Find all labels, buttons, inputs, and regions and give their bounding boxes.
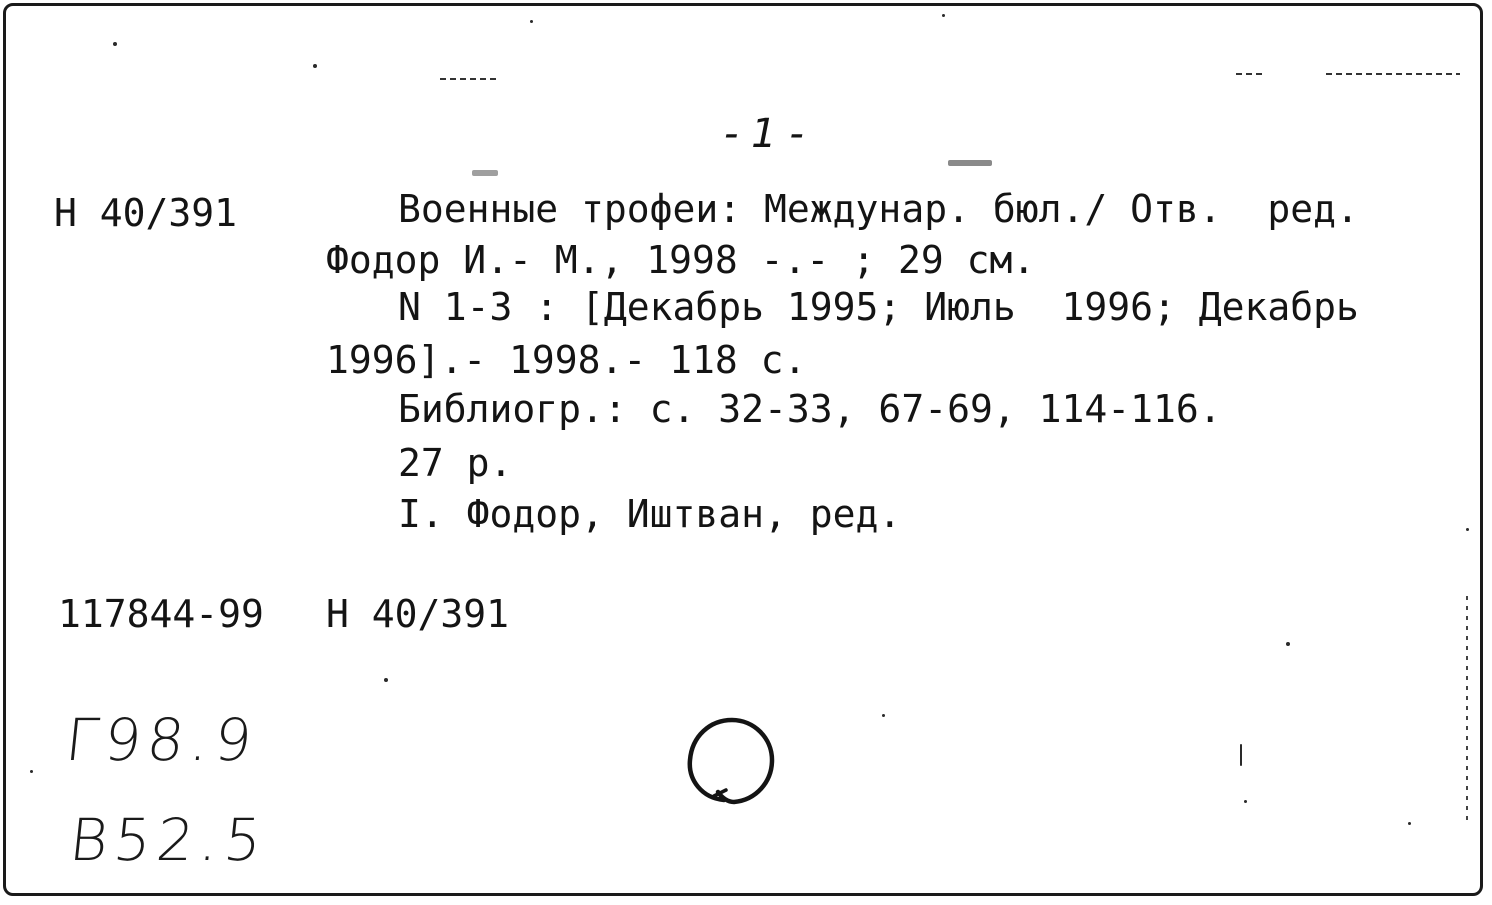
scan-speck	[30, 770, 33, 773]
shelfmark-top: Н 40/391	[54, 191, 238, 235]
scan-speck	[1240, 744, 1242, 766]
description-line-bibliography: Библиогр.: с. 32-33, 67-69, 114-116.	[398, 387, 1222, 431]
scan-speck	[313, 64, 317, 68]
description-line-added-entry: I. Фодор, Иштван, ред.	[398, 492, 902, 536]
description-line-issues-cont: 1996].- 1998.- 118 с.	[326, 338, 807, 382]
scan-speck	[1466, 528, 1469, 531]
scan-artifact-line	[1466, 596, 1468, 826]
scan-speck	[942, 14, 945, 17]
scan-speck	[1408, 822, 1411, 825]
handwritten-code-1: Г98.9	[62, 706, 262, 774]
scan-speck	[948, 160, 992, 166]
scan-artifact-line	[1236, 73, 1266, 75]
shelfmark-bottom: Н 40/391	[326, 592, 510, 636]
scan-artifact-line	[440, 78, 500, 80]
description-line-price: 27 р.	[398, 441, 513, 485]
scan-speck	[1244, 800, 1247, 803]
inventory-number: 117844-99	[58, 592, 264, 636]
scan-speck	[384, 678, 388, 682]
scan-speck	[882, 714, 885, 717]
description-line-editor: Фодор И.- М., 1998 -.- ; 29 см.	[326, 238, 1036, 282]
description-line-issues: N 1-3 : [Декабрь 1995; Июль 1996; Декабрь	[398, 285, 1359, 329]
page-number: - 1 -	[724, 111, 804, 157]
scan-speck	[530, 20, 533, 23]
scan-speck	[1286, 642, 1290, 646]
punch-hole-icon	[684, 712, 778, 808]
scan-artifact-line	[1326, 73, 1460, 75]
description-line-title: Военные трофеи: Междунар. бюл./ Отв. ред.	[398, 187, 1359, 231]
scan-speck	[472, 170, 498, 176]
handwritten-code-2: В52.5	[66, 806, 271, 874]
scan-speck	[113, 42, 117, 46]
